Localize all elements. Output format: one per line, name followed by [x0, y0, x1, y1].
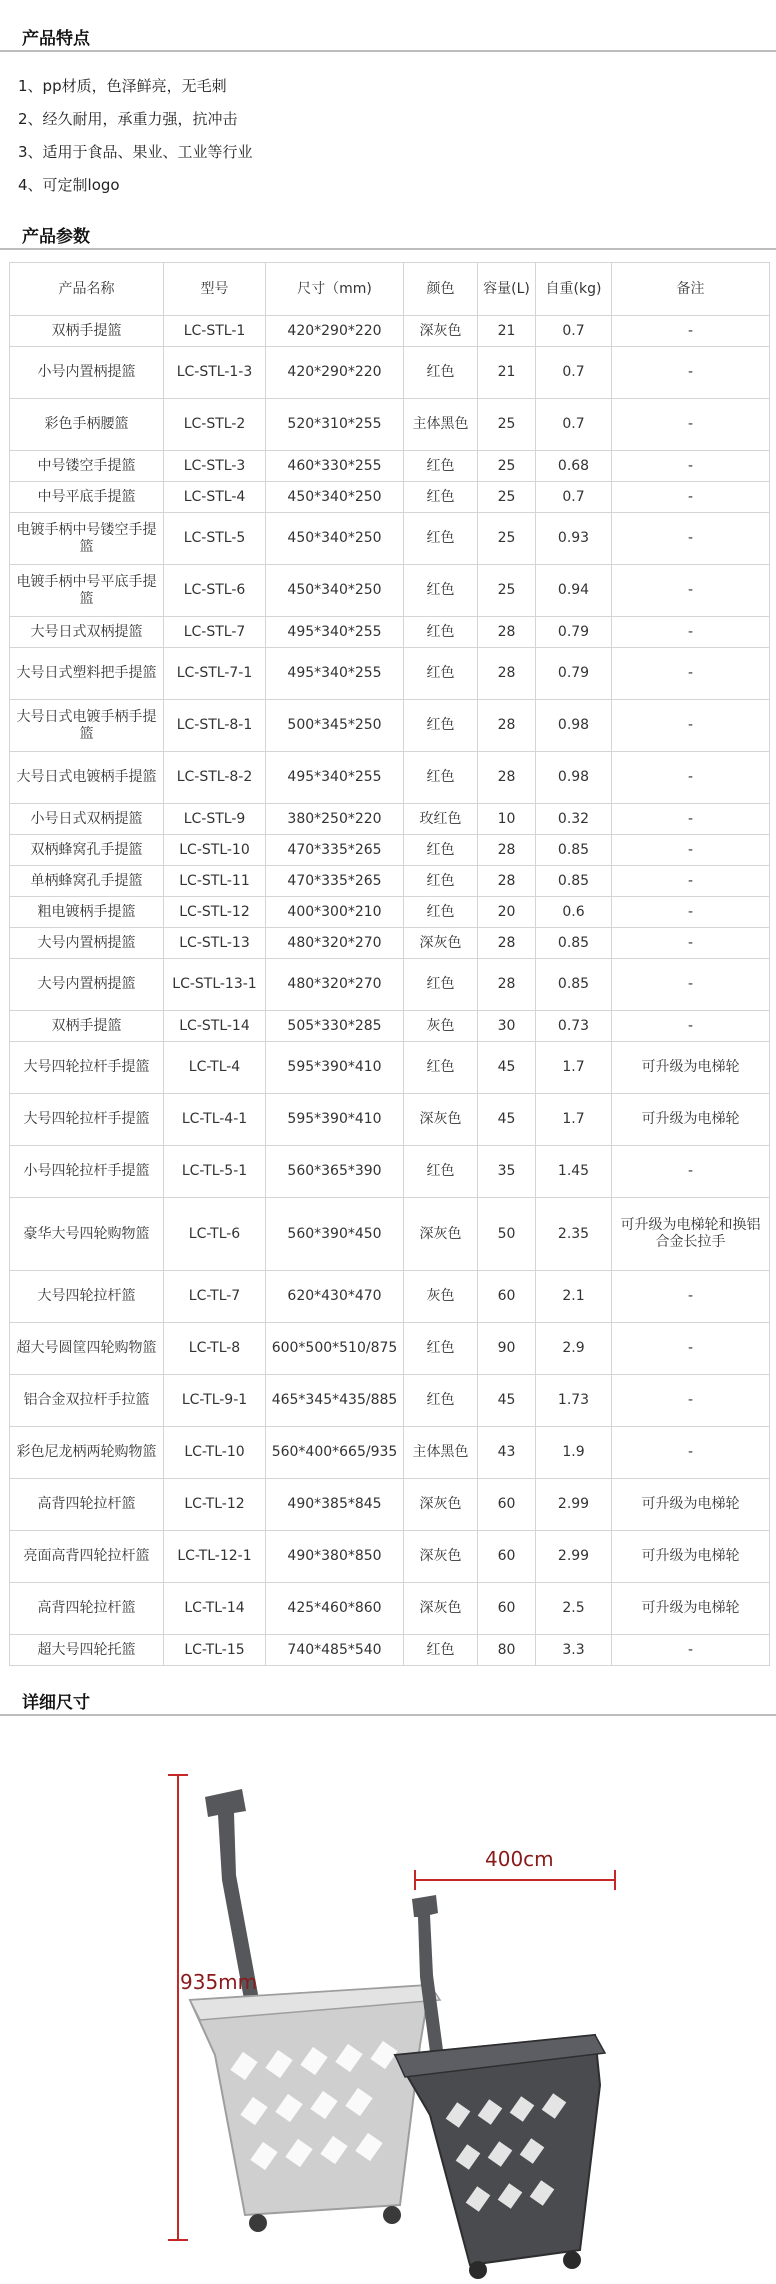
cell-model: LC-TL-7	[164, 1271, 266, 1323]
cell-model: LC-STL-3	[164, 451, 266, 482]
cell-name: 豪华大号四轮购物篮	[10, 1198, 164, 1271]
cell-remark: -	[612, 1011, 770, 1042]
table-row	[10, 700, 770, 752]
cell-color: 深灰色	[404, 1198, 478, 1271]
column-header-model: 型号	[164, 263, 266, 316]
cell-color: 深灰色	[404, 1531, 478, 1583]
cell-name: 大号日式双柄提篮	[10, 617, 164, 648]
cell-model: LC-STL-2	[164, 399, 266, 451]
cell-remark: -	[612, 316, 770, 347]
cell-model: LC-STL-8-2	[164, 752, 266, 804]
cell-name: 大号四轮拉杆手提篮	[10, 1094, 164, 1146]
cell-color: 红色	[404, 866, 478, 897]
cell-name: 双柄蜂窝孔手提篮	[10, 835, 164, 866]
cell-model: LC-TL-14	[164, 1583, 266, 1635]
table-row	[10, 1146, 770, 1198]
cell-model: LC-STL-6	[164, 565, 266, 617]
cell-remark: -	[612, 866, 770, 897]
cell-name: 大号日式电镀柄手提篮	[10, 752, 164, 804]
cell-name: 双柄手提篮	[10, 316, 164, 347]
cell-size: 470*335*265	[266, 866, 404, 897]
table-row	[10, 1011, 770, 1042]
cell-weight: 0.68	[536, 451, 612, 482]
cell-size: 560*400*665/935	[266, 1427, 404, 1479]
table-row	[10, 482, 770, 513]
cell-capacity: 28	[478, 928, 536, 959]
cell-capacity: 28	[478, 959, 536, 1011]
cell-capacity: 25	[478, 451, 536, 482]
cell-remark: -	[612, 804, 770, 835]
cell-size: 495*340*255	[266, 752, 404, 804]
cell-model: LC-TL-12	[164, 1479, 266, 1531]
cell-weight: 1.7	[536, 1042, 612, 1094]
column-header-weight: 自重(kg)	[536, 263, 612, 316]
table-row	[10, 1198, 770, 1271]
cell-name: 单柄蜂窝孔手提篮	[10, 866, 164, 897]
cell-color: 深灰色	[404, 316, 478, 347]
table-body	[10, 316, 770, 1666]
cell-remark: -	[612, 513, 770, 565]
cell-model: LC-STL-7-1	[164, 648, 266, 700]
cell-weight: 0.98	[536, 700, 612, 752]
cell-remark: -	[612, 897, 770, 928]
cell-model: LC-TL-6	[164, 1198, 266, 1271]
cell-color: 红色	[404, 700, 478, 752]
cell-color: 红色	[404, 617, 478, 648]
cell-color: 主体黑色	[404, 1427, 478, 1479]
cell-remark: -	[612, 835, 770, 866]
cell-color: 红色	[404, 451, 478, 482]
cell-size: 595*390*410	[266, 1042, 404, 1094]
cell-model: LC-STL-1	[164, 316, 266, 347]
cell-weight: 1.45	[536, 1146, 612, 1198]
cell-weight: 0.85	[536, 959, 612, 1011]
column-header-remark: 备注	[612, 263, 770, 316]
cell-color: 灰色	[404, 1271, 478, 1323]
cell-model: LC-TL-12-1	[164, 1531, 266, 1583]
cell-model: LC-TL-5-1	[164, 1146, 266, 1198]
cell-model: LC-STL-7	[164, 617, 266, 648]
cell-capacity: 25	[478, 399, 536, 451]
params-table	[9, 262, 770, 1666]
cell-name: 超大号四轮托篮	[10, 1635, 164, 1666]
cell-remark: -	[612, 451, 770, 482]
cell-weight: 0.73	[536, 1011, 612, 1042]
cell-color: 红色	[404, 1375, 478, 1427]
params-header	[0, 216, 776, 250]
feature-item: 3、适用于食品、果业、工业等行业	[18, 143, 253, 161]
cell-remark: -	[612, 482, 770, 513]
cell-model: LC-STL-12	[164, 897, 266, 928]
cell-capacity: 45	[478, 1042, 536, 1094]
cell-name: 大号内置柄提篮	[10, 928, 164, 959]
cell-capacity: 10	[478, 804, 536, 835]
cell-size: 480*320*270	[266, 959, 404, 1011]
dark-basket	[395, 2035, 605, 2279]
cell-model: LC-STL-13-1	[164, 959, 266, 1011]
cell-name: 小号四轮拉杆手提篮	[10, 1146, 164, 1198]
light-basket	[190, 1985, 440, 2232]
cell-color: 深灰色	[404, 928, 478, 959]
column-header-color: 颜色	[404, 263, 478, 316]
table-row	[10, 565, 770, 617]
table-row	[10, 1583, 770, 1635]
cell-remark: -	[612, 565, 770, 617]
cell-size: 520*310*255	[266, 399, 404, 451]
params-title: 产品参数	[22, 227, 90, 247]
cell-remark: -	[612, 959, 770, 1011]
cell-capacity: 90	[478, 1323, 536, 1375]
cell-color: 红色	[404, 1635, 478, 1666]
cell-name: 大号四轮拉杆篮	[10, 1271, 164, 1323]
cell-remark: -	[612, 928, 770, 959]
table-row	[10, 1427, 770, 1479]
table-row	[10, 804, 770, 835]
cell-weight: 1.9	[536, 1427, 612, 1479]
cell-model: LC-STL-9	[164, 804, 266, 835]
cell-capacity: 60	[478, 1531, 536, 1583]
table-row	[10, 1531, 770, 1583]
cell-name: 彩色尼龙柄两轮购物篮	[10, 1427, 164, 1479]
cell-remark: -	[612, 399, 770, 451]
cell-model: LC-TL-4-1	[164, 1094, 266, 1146]
cell-name: 中号镂空手提篮	[10, 451, 164, 482]
cell-color: 红色	[404, 648, 478, 700]
cell-name: 大号四轮拉杆手提篮	[10, 1042, 164, 1094]
table-row	[10, 1635, 770, 1666]
cell-capacity: 50	[478, 1198, 536, 1271]
cell-weight: 0.85	[536, 835, 612, 866]
cell-name: 中号平底手提篮	[10, 482, 164, 513]
cell-size: 495*340*255	[266, 648, 404, 700]
cell-name: 小号内置柄提篮	[10, 347, 164, 399]
cell-size: 495*340*255	[266, 617, 404, 648]
cell-size: 560*365*390	[266, 1146, 404, 1198]
cell-weight: 0.79	[536, 617, 612, 648]
cell-weight: 0.85	[536, 928, 612, 959]
cell-color: 深灰色	[404, 1479, 478, 1531]
table-row	[10, 1375, 770, 1427]
column-header-capacity: 容量(L)	[478, 263, 536, 316]
cell-weight: 0.7	[536, 399, 612, 451]
cell-name: 铝合金双拉杆手拉篮	[10, 1375, 164, 1427]
cell-remark: -	[612, 1271, 770, 1323]
cell-size: 420*290*220	[266, 316, 404, 347]
cell-color: 主体黑色	[404, 399, 478, 451]
table-row	[10, 1042, 770, 1094]
cell-model: LC-TL-8	[164, 1323, 266, 1375]
cell-color: 红色	[404, 482, 478, 513]
cell-name: 电镀手柄中号平底手提篮	[10, 565, 164, 617]
cell-weight: 0.85	[536, 866, 612, 897]
cell-name: 小号日式双柄提篮	[10, 804, 164, 835]
cell-model: LC-TL-9-1	[164, 1375, 266, 1427]
cell-remark: 可升级为电梯轮和换铝合金长拉手	[612, 1198, 770, 1271]
cell-weight: 0.98	[536, 752, 612, 804]
cell-remark: -	[612, 1375, 770, 1427]
cell-color: 红色	[404, 835, 478, 866]
cell-remark: 可升级为电梯轮	[612, 1583, 770, 1635]
table-row	[10, 752, 770, 804]
cell-weight: 0.79	[536, 648, 612, 700]
table-row	[10, 399, 770, 451]
cell-weight: 0.6	[536, 897, 612, 928]
cell-weight: 2.1	[536, 1271, 612, 1323]
cell-capacity: 35	[478, 1146, 536, 1198]
cell-color: 红色	[404, 959, 478, 1011]
width-dimension-label: 400cm	[485, 1847, 554, 1871]
cell-model: LC-STL-14	[164, 1011, 266, 1042]
cell-model: LC-STL-13	[164, 928, 266, 959]
details-title: 详细尺寸	[22, 1693, 90, 1713]
cell-size: 425*460*860	[266, 1583, 404, 1635]
table-row	[10, 835, 770, 866]
cell-remark: 可升级为电梯轮	[612, 1042, 770, 1094]
cell-model: LC-STL-8-1	[164, 700, 266, 752]
table-row	[10, 617, 770, 648]
table-row	[10, 959, 770, 1011]
cell-remark: -	[612, 1427, 770, 1479]
table-row	[10, 451, 770, 482]
feature-item: 1、pp材质，色泽鲜亮，无毛刺	[18, 77, 227, 95]
basket-illustration	[0, 1735, 776, 2280]
cell-weight: 0.32	[536, 804, 612, 835]
cell-size: 500*345*250	[266, 700, 404, 752]
cell-remark: -	[612, 1635, 770, 1666]
features-title: 产品特点	[22, 29, 90, 49]
cell-name: 大号内置柄提篮	[10, 959, 164, 1011]
cell-weight: 2.5	[536, 1583, 612, 1635]
cell-model: LC-STL-1-3	[164, 347, 266, 399]
cell-model: LC-STL-11	[164, 866, 266, 897]
cell-name: 彩色手柄腰篮	[10, 399, 164, 451]
cell-remark: -	[612, 1146, 770, 1198]
cell-color: 玫红色	[404, 804, 478, 835]
cell-capacity: 30	[478, 1011, 536, 1042]
table-row	[10, 1479, 770, 1531]
cell-size: 490*385*845	[266, 1479, 404, 1531]
cell-capacity: 28	[478, 866, 536, 897]
cell-name: 粗电镀柄手提篮	[10, 897, 164, 928]
cell-name: 大号日式电镀手柄手提篮	[10, 700, 164, 752]
table-row	[10, 1271, 770, 1323]
cell-color: 红色	[404, 752, 478, 804]
cell-capacity: 25	[478, 513, 536, 565]
feature-item: 4、可定制logo	[18, 176, 120, 194]
cell-size: 450*340*250	[266, 513, 404, 565]
cell-size: 620*430*470	[266, 1271, 404, 1323]
cell-size: 420*290*220	[266, 347, 404, 399]
cell-color: 红色	[404, 897, 478, 928]
cell-color: 红色	[404, 1146, 478, 1198]
cell-size: 450*340*250	[266, 565, 404, 617]
cell-size: 380*250*220	[266, 804, 404, 835]
table-header-row	[10, 263, 770, 316]
cell-weight: 2.35	[536, 1198, 612, 1271]
table-row	[10, 1323, 770, 1375]
features-header	[0, 18, 776, 52]
cell-size: 595*390*410	[266, 1094, 404, 1146]
cell-color: 红色	[404, 1323, 478, 1375]
cell-size: 470*335*265	[266, 835, 404, 866]
features-list	[18, 70, 758, 202]
cell-size: 600*500*510/875	[266, 1323, 404, 1375]
table-row	[10, 866, 770, 897]
cell-capacity: 45	[478, 1375, 536, 1427]
cell-color: 红色	[404, 513, 478, 565]
cell-weight: 2.9	[536, 1323, 612, 1375]
cell-capacity: 21	[478, 316, 536, 347]
cell-size: 450*340*250	[266, 482, 404, 513]
cell-size: 400*300*210	[266, 897, 404, 928]
cell-size: 480*320*270	[266, 928, 404, 959]
cell-remark: 可升级为电梯轮	[612, 1479, 770, 1531]
table-row	[10, 1094, 770, 1146]
table-row	[10, 928, 770, 959]
product-photo	[0, 1735, 776, 2280]
table-row	[10, 897, 770, 928]
table-row	[10, 347, 770, 399]
cell-weight: 1.73	[536, 1375, 612, 1427]
cell-weight: 2.99	[536, 1479, 612, 1531]
height-dimension-label: 935mm	[180, 1970, 258, 1994]
cell-weight: 3.3	[536, 1635, 612, 1666]
cell-name: 大号日式塑料把手提篮	[10, 648, 164, 700]
table-row	[10, 316, 770, 347]
cell-color: 红色	[404, 347, 478, 399]
cell-weight: 0.7	[536, 316, 612, 347]
cell-capacity: 60	[478, 1583, 536, 1635]
cell-capacity: 28	[478, 835, 536, 866]
cell-capacity: 28	[478, 617, 536, 648]
cell-name: 亮面高背四轮拉杆篮	[10, 1531, 164, 1583]
cell-remark: 可升级为电梯轮	[612, 1531, 770, 1583]
cell-capacity: 45	[478, 1094, 536, 1146]
cell-weight: 1.7	[536, 1094, 612, 1146]
column-header-size: 尺寸（mm)	[266, 263, 404, 316]
cell-capacity: 60	[478, 1479, 536, 1531]
cell-capacity: 25	[478, 565, 536, 617]
cell-capacity: 25	[478, 482, 536, 513]
table-row	[10, 513, 770, 565]
column-header-name: 产品名称	[10, 263, 164, 316]
cell-model: LC-TL-10	[164, 1427, 266, 1479]
cell-size: 560*390*450	[266, 1198, 404, 1271]
cell-remark: -	[612, 347, 770, 399]
cell-weight: 0.93	[536, 513, 612, 565]
cell-name: 高背四轮拉杆篮	[10, 1479, 164, 1531]
cell-remark: -	[612, 700, 770, 752]
cell-weight: 2.99	[536, 1531, 612, 1583]
cell-model: LC-STL-5	[164, 513, 266, 565]
cell-capacity: 21	[478, 347, 536, 399]
cell-color: 深灰色	[404, 1583, 478, 1635]
table-row	[10, 648, 770, 700]
details-header	[0, 1682, 776, 1716]
cell-color: 红色	[404, 565, 478, 617]
cell-model: LC-STL-4	[164, 482, 266, 513]
cell-color: 深灰色	[404, 1094, 478, 1146]
cell-capacity: 80	[478, 1635, 536, 1666]
cell-capacity: 28	[478, 700, 536, 752]
cell-color: 红色	[404, 1042, 478, 1094]
cell-name: 双柄手提篮	[10, 1011, 164, 1042]
cell-remark: -	[612, 648, 770, 700]
cell-size: 740*485*540	[266, 1635, 404, 1666]
feature-item: 2、经久耐用，承重力强，抗冲击	[18, 110, 238, 128]
cell-name: 高背四轮拉杆篮	[10, 1583, 164, 1635]
cell-weight: 0.94	[536, 565, 612, 617]
cell-remark: -	[612, 752, 770, 804]
cell-remark: 可升级为电梯轮	[612, 1094, 770, 1146]
cell-size: 505*330*285	[266, 1011, 404, 1042]
cell-weight: 0.7	[536, 482, 612, 513]
cell-remark: -	[612, 1323, 770, 1375]
cell-model: LC-TL-4	[164, 1042, 266, 1094]
cell-weight: 0.7	[536, 347, 612, 399]
cell-size: 460*330*255	[266, 451, 404, 482]
cell-model: LC-TL-15	[164, 1635, 266, 1666]
cell-capacity: 28	[478, 752, 536, 804]
cell-capacity: 43	[478, 1427, 536, 1479]
cell-model: LC-STL-10	[164, 835, 266, 866]
cell-name: 超大号圆筐四轮购物篮	[10, 1323, 164, 1375]
cell-capacity: 20	[478, 897, 536, 928]
cell-capacity: 60	[478, 1271, 536, 1323]
cell-name: 电镀手柄中号镂空手提篮	[10, 513, 164, 565]
cell-remark: -	[612, 617, 770, 648]
cell-color: 灰色	[404, 1011, 478, 1042]
cell-capacity: 28	[478, 648, 536, 700]
cell-size: 465*345*435/885	[266, 1375, 404, 1427]
cell-size: 490*380*850	[266, 1531, 404, 1583]
